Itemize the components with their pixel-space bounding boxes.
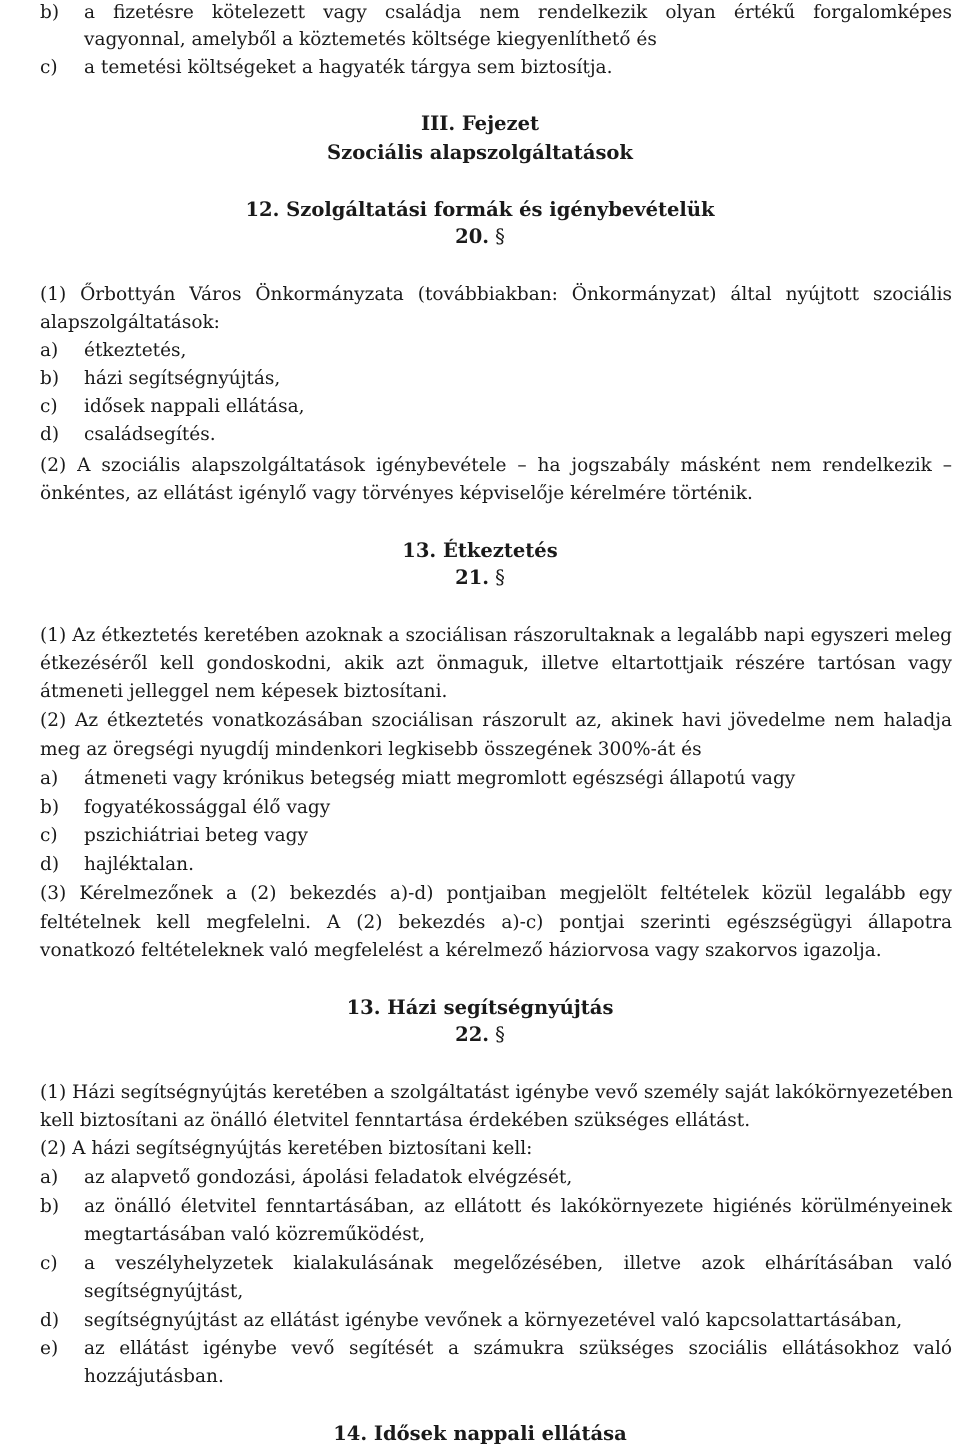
item-label: a) — [40, 340, 59, 361]
subchapter-title: 12. Szolgáltatási formák és igénybevételük — [245, 198, 715, 221]
list-item: megtartásában való közreműködést, — [84, 1224, 426, 1245]
section-number-text: 22. — [455, 1023, 490, 1046]
paragraph-line: (1) Az étkeztetés keretében azoknak a szociálisan rászorultaknak a legalább napi egyszeri meleg — [40, 625, 952, 646]
item-label: c) — [40, 1253, 58, 1274]
list-item: segítségnyújtást, — [84, 1281, 244, 1302]
item-label: a) — [40, 768, 59, 789]
section-number — [0, 1022, 960, 1048]
item-label: b) — [40, 2, 60, 23]
item-label: b) — [40, 1196, 60, 1217]
paragraph-line: kell biztosítani az önálló életvitel fenntartása érdekében szükséges ellátást. — [40, 1110, 751, 1131]
chapter-number: III. Fejezet — [420, 112, 540, 135]
item-label: c) — [40, 396, 58, 417]
paragraph-line: feltételnek kell megfelelni. A (2) bekezdés a)-c) pontjai szerinti egészségügyi állapotra — [40, 912, 952, 933]
item-label: b) — [40, 368, 60, 389]
list-item: étkeztetés, — [84, 340, 187, 361]
paragraph-line: a temetési költségeket a hagyaték tárgya sem biztosítja. — [84, 57, 613, 78]
list-item: az alapvető gondozási, ápolási feladatok elvégzését, — [84, 1167, 573, 1188]
list-item: hajléktalan. — [84, 854, 194, 875]
section-number — [0, 565, 960, 591]
paragraph-line: (1) Őrbottyán Város Önkormányzata (továbbiakban: Önkormányzat) által nyújtott szociális — [40, 284, 952, 305]
paragraph-sign: § — [495, 566, 505, 589]
item-label: b) — [40, 797, 60, 818]
item-label: c) — [40, 57, 58, 78]
item-label: e) — [40, 1338, 59, 1359]
item-label: d) — [40, 424, 60, 445]
list-item: pszichiátriai beteg vagy — [84, 825, 308, 846]
paragraph-line: alapszolgáltatások: — [40, 312, 220, 333]
paragraph-line: átmeneti jelleggel nem képesek biztosítani. — [40, 681, 448, 702]
list-item: átmeneti vagy krónikus betegség miatt megromlott egészségi állapotú vagy — [84, 768, 796, 789]
section-number-text: 21. — [455, 566, 490, 589]
paragraph-sign: § — [495, 225, 505, 248]
chapter-title: Szociális alapszolgáltatások — [327, 141, 633, 164]
list-item: segítségnyújtást az ellátást igénybe vevőnek a környezetével való kapcsolattartásában, — [84, 1310, 903, 1331]
list-item: házi segítségnyújtás, — [84, 368, 281, 389]
paragraph-line: vonatkozó feltételeknek való megfelelést a kérelmező háziorvosa vagy szakorvos igazolja. — [40, 940, 882, 961]
paragraph-line: vagyonnal, amelyből a köztemetés költsége kiegyenlíthető és — [84, 29, 657, 50]
list-item: az önálló életvitel fenntartásában, az ellátott és lakókörnyezete higiénés körülményeinek — [84, 1196, 952, 1217]
subchapter-title: 14. Idősek nappali ellátása — [333, 1422, 627, 1445]
subchapter-title: 13. Étkeztetés — [402, 539, 558, 562]
list-item: az ellátást igénybe vevő segítését a számukra szükséges szociális ellátásokhoz való — [84, 1338, 952, 1359]
paragraph-line: (1) Házi segítségnyújtás keretében a szolgáltatást igénybe vevő személy saját lakókörnyezetében — [40, 1082, 953, 1103]
item-label: a) — [40, 1167, 59, 1188]
item-label: d) — [40, 1310, 60, 1331]
paragraph-line: (2) A házi segítségnyújtás keretében biztosítani kell: — [40, 1138, 533, 1159]
section-number — [0, 224, 960, 250]
subchapter-title: 13. Házi segítségnyújtás — [346, 996, 614, 1019]
list-item: családsegítés. — [84, 424, 216, 445]
paragraph-line: étkezéséről kell gondoskodni, akik azt önmaguk, illetve eltartottjaik részére tartósan vagy — [40, 653, 952, 674]
list-item: a veszélyhelyzetek kialakulásának megelőzésében, illetve azok elhárításában való — [84, 1253, 952, 1274]
item-label: d) — [40, 854, 60, 875]
list-item: fogyatékossággal élő vagy — [84, 797, 331, 818]
paragraph-line: önkéntes, az ellátást igénylő vagy törvényes képviselője kérelmére történik. — [40, 483, 753, 504]
list-item: idősek nappali ellátása, — [84, 396, 305, 417]
paragraph-line: a fizetésre kötelezett vagy családja nem rendelkezik olyan értékű forgalomképes — [84, 2, 952, 23]
section-number-text: 20. — [455, 225, 490, 248]
paragraph-line: (2) A szociális alapszolgáltatások igénybevétele – ha jogszabály másként nem rendelkezik – — [40, 455, 952, 476]
paragraph-line: (3) Kérelmezőnek a (2) bekezdés a)-d) pontjaiban megjelölt feltételek közül legalább egy — [40, 883, 952, 904]
paragraph-line: meg az öregségi nyugdíj mindenkori legkisebb összegének 300%-át és — [40, 739, 702, 760]
item-label: c) — [40, 825, 58, 846]
paragraph-line: (2) Az étkeztetés vonatkozásában szociálisan rászorult az, akinek havi jövedelme nem haladja — [40, 710, 952, 731]
paragraph-sign: § — [495, 1023, 505, 1046]
list-item: hozzájutásban. — [84, 1366, 224, 1387]
